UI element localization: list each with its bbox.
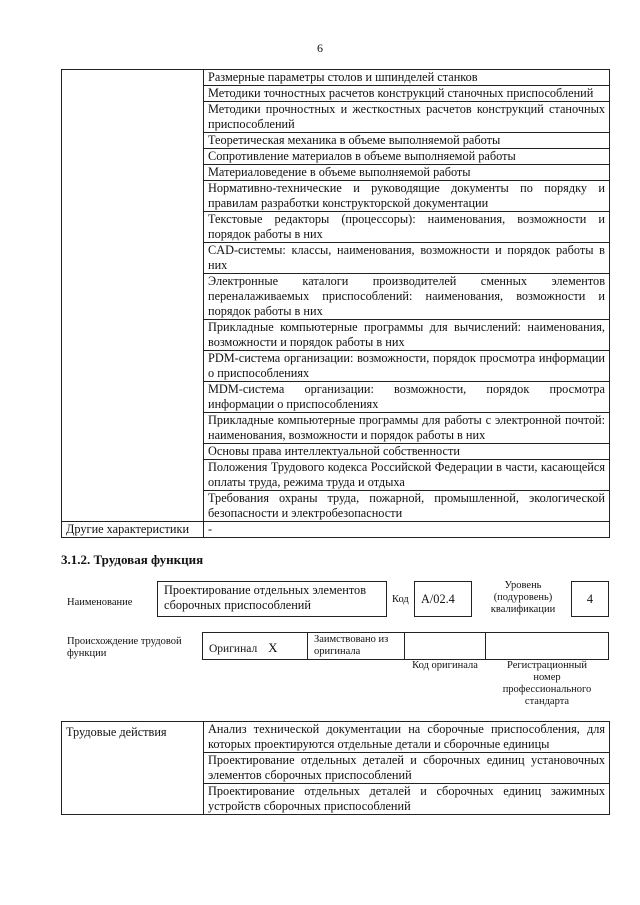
knowledge-item: Прикладные компьютерные программы для работы с электронной почтой: наименования, возможности и порядок работы в них bbox=[204, 413, 610, 444]
knowledge-row bbox=[62, 70, 610, 86]
knowledge-item: Прикладные компьютерные программы для вычислений: наименования, возможности и порядок работы в них bbox=[204, 320, 610, 351]
knowledge-item: Теоретическая механика в объеме выполняемой работы bbox=[204, 133, 610, 149]
original-label: Оригинал bbox=[209, 643, 258, 655]
labor-action-item: Проектирование отдельных деталей и сборочных единиц установочных элементов сборочных приспособлений bbox=[204, 753, 610, 784]
knowledge-item: Электронные каталоги производителей сменных элементов переналаживаемых приспособлений: наименования, возможности и порядок работы в них bbox=[204, 274, 610, 320]
reg-number-cell bbox=[485, 632, 609, 660]
blank-label-cell bbox=[62, 70, 204, 522]
page-number: 6 bbox=[317, 41, 323, 55]
knowledge-item: Материаловедение в объеме выполняемой работы bbox=[204, 165, 610, 181]
other-characteristics-label: Другие характеристики bbox=[62, 522, 204, 538]
labor-action-item: Анализ технической документации на сборочные приспособления, для которых проектируются отдельные детали и сборочные единицы bbox=[204, 722, 610, 753]
other-characteristics-value: - bbox=[204, 522, 610, 538]
knowledge-item: CAD-системы: классы, наименования, возможности и порядок работы в них bbox=[204, 243, 610, 274]
knowledge-item: Положения Трудового кодекса Российской Федерации в части, касающейся оплаты труда, режима труда и отдыха bbox=[204, 460, 610, 491]
knowledge-item: Сопротивление материалов в объеме выполняемой работы bbox=[204, 149, 610, 165]
level-value: 4 bbox=[571, 581, 609, 617]
origin-label: Происхождение трудовой функции bbox=[67, 636, 182, 659]
borrowed-label: Заимствовано из оригинала bbox=[307, 632, 405, 660]
labor-action-item: Проектирование отдельных деталей и сборочных единиц зажимных устройств сборочных приспособлений bbox=[204, 784, 610, 815]
original-cell bbox=[202, 632, 308, 660]
function-name-value: Проектирование отдельных элементов сборочных приспособлений bbox=[157, 581, 387, 617]
knowledge-item: Нормативно-технические и руководящие документы по порядку и правилам разработки конструкторской документации bbox=[204, 181, 610, 212]
labor-actions-body bbox=[62, 722, 610, 815]
knowledge-item: Размерные параметры столов и шпинделей станков bbox=[204, 70, 610, 86]
function-code-value: А/02.4 bbox=[414, 581, 472, 617]
labor-actions-table bbox=[61, 721, 610, 815]
labor-actions-label: Трудовые действия bbox=[62, 722, 204, 815]
knowledge-item: Требования охраны труда, пожарной, промышленной, экологической безопасности и электробезопасности bbox=[204, 491, 610, 522]
function-heading: 3.1.2. Трудовая функция bbox=[61, 552, 204, 567]
level-label: Уровень (подуровень) квалификации bbox=[490, 580, 556, 615]
original-mark: X bbox=[268, 640, 278, 655]
knowledge-item: Основы права интеллектуальной собственности bbox=[204, 444, 610, 460]
knowledge-item: PDM-система организации: возможности, порядок просмотра информации о приспособлениях bbox=[204, 351, 610, 382]
original-code-caption: Код оригинала bbox=[412, 660, 478, 671]
reg-number-caption: Регистрационный номер профессионального стандарта bbox=[502, 660, 592, 707]
original-code-cell bbox=[404, 632, 486, 660]
knowledge-requirements-body bbox=[62, 70, 610, 538]
other-characteristics-row bbox=[62, 522, 610, 538]
knowledge-item: Методики прочностных и жесткостных расчетов конструкций станочных приспособлений bbox=[204, 102, 610, 133]
knowledge-item: Текстовые редакторы (процессоры): наименования, возможности и порядок работы в них bbox=[204, 212, 610, 243]
knowledge-item: MDM-система организации: возможности, порядок просмотра информации о приспособлениях bbox=[204, 382, 610, 413]
labor-action-row bbox=[62, 722, 610, 753]
name-label: Наименование bbox=[67, 597, 133, 608]
knowledge-requirements-table bbox=[61, 69, 610, 538]
knowledge-item: Методики точностных расчетов конструкций станочных приспособлений bbox=[204, 86, 610, 102]
code-label: Код bbox=[392, 594, 409, 605]
